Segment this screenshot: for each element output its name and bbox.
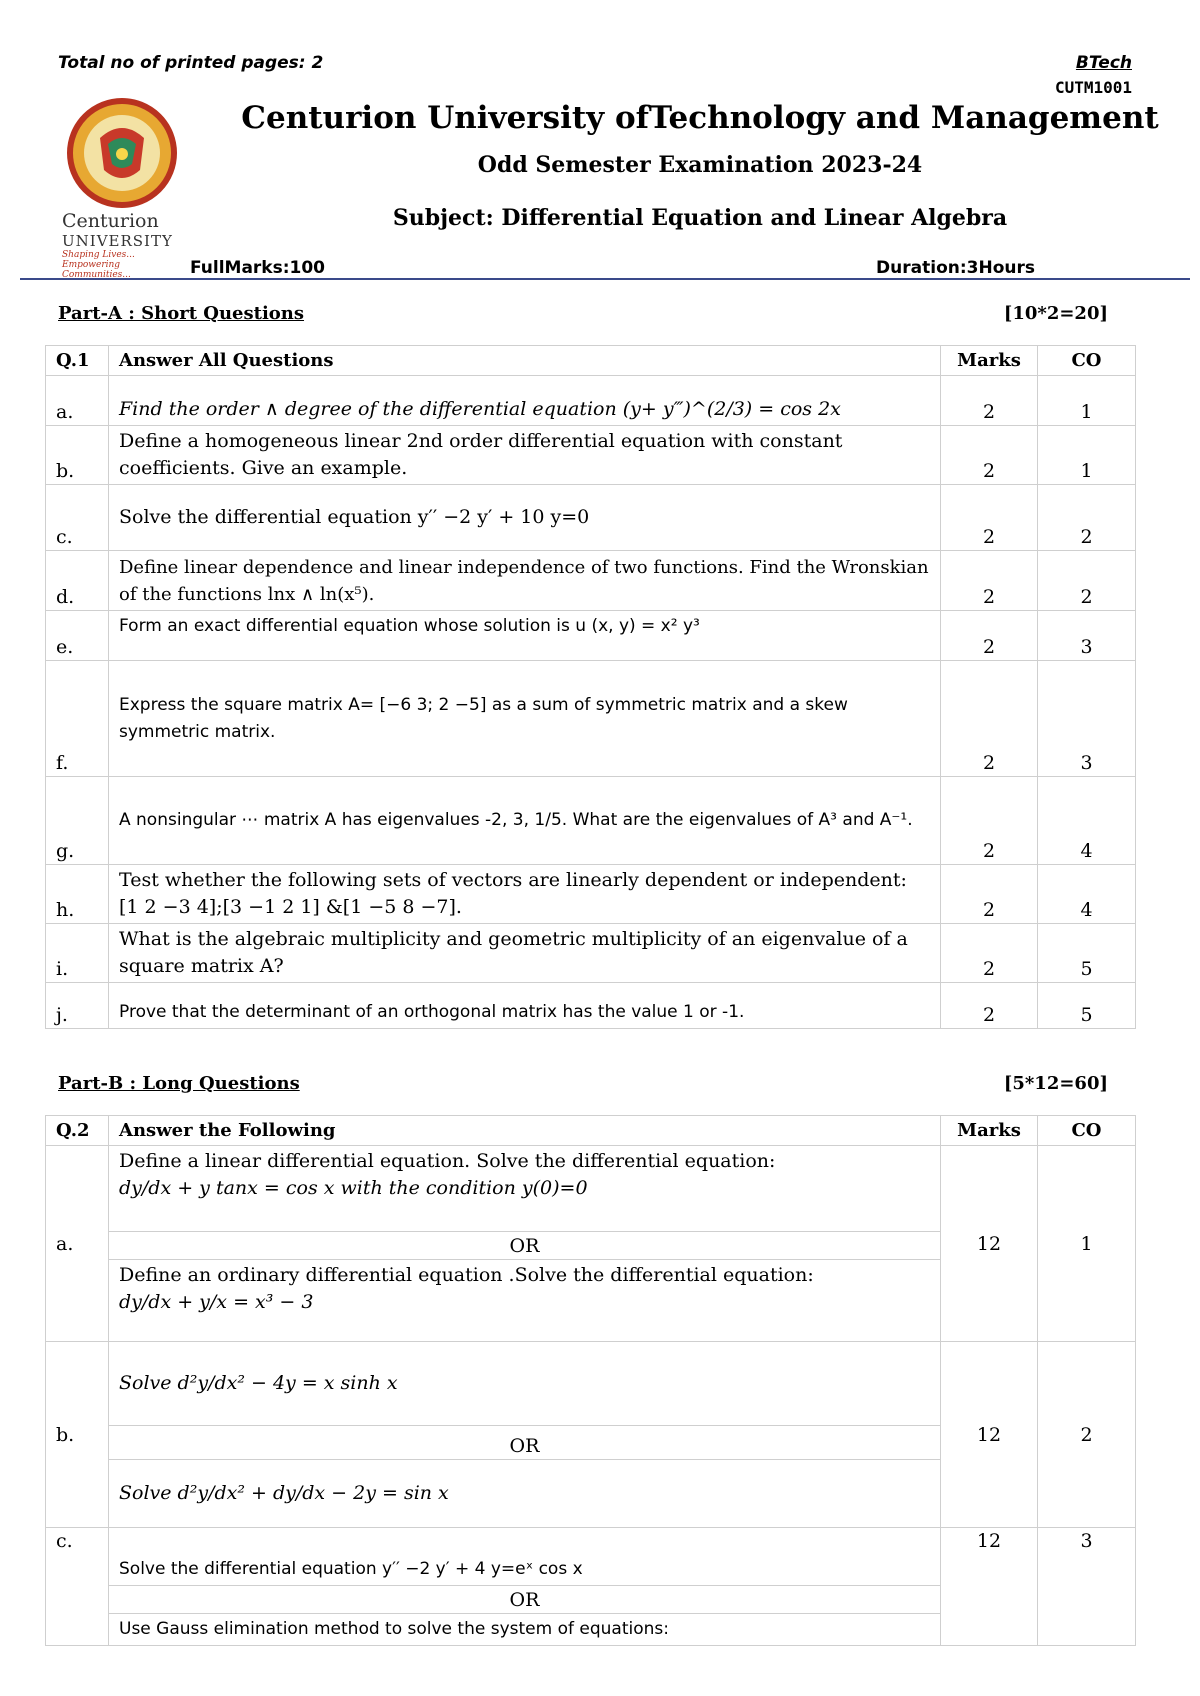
equation: dy/dx + y tanx = cos x with the condition y(0)=0 xyxy=(119,1177,588,1199)
row-marks: 2 xyxy=(941,551,1038,611)
part-a-marks: [10*2=20] xyxy=(1003,303,1108,324)
question-text: Form an exact differential equation whose solution is u (x, y) = x² y³ xyxy=(109,611,941,661)
equation: Solve d²y/dx² − 4y = x sinh x xyxy=(109,1342,941,1426)
row-label: j. xyxy=(46,983,109,1029)
row-marks: 2 xyxy=(941,611,1038,661)
row-co: 1 xyxy=(1038,1146,1136,1342)
table-row xyxy=(46,865,1136,924)
row-label: b. xyxy=(46,426,109,485)
row-marks: 2 xyxy=(941,376,1038,426)
program-label: BTech xyxy=(1075,53,1132,73)
equation: Solve d²y/dx² + dy/dx − 2y = sin x xyxy=(109,1460,941,1528)
row-label: c. xyxy=(46,1528,109,1646)
row-label: f. xyxy=(46,661,109,777)
question-text: Find the order ∧ degree of the differential equation (y+ y‴)^(2/3) = cos 2x xyxy=(109,376,941,426)
col-co: CO xyxy=(1038,346,1136,376)
col-text: Answer All Questions xyxy=(109,346,941,376)
part-b-title: Part-B : Long Questions xyxy=(58,1073,300,1094)
row-label: d. xyxy=(46,551,109,611)
question-text: Test whether the following sets of vectors are linearly dependent or independent: [1 2 −3 4];[3 −1 2 1] &[1 −5 8 −7]. xyxy=(109,865,941,924)
table-row xyxy=(46,983,1136,1029)
table-row xyxy=(46,1528,1136,1586)
row-co: 2 xyxy=(1038,551,1136,611)
or-label: OR xyxy=(109,1426,941,1460)
logo-tagline2: Empowering Communities... xyxy=(62,260,131,280)
row-label: i. xyxy=(46,924,109,983)
logo-line2: UNIVERSITY xyxy=(62,232,173,250)
logo-line1: Centurion xyxy=(62,210,159,232)
header-divider xyxy=(20,278,1190,280)
table-row xyxy=(46,924,1136,983)
question-text: Solve the differential equation y′′ −2 y′ + 10 y=0 xyxy=(109,485,941,551)
part-b-table xyxy=(45,1115,1136,1646)
question-text: Solve the differential equation y′′ −2 y′ + 4 y=eˣ cos x xyxy=(109,1528,941,1586)
question-text: Use Gauss elimination method to solve the system of equations: xyxy=(109,1614,941,1646)
question-line: Define a linear differential equation. Solve the differential equation: xyxy=(119,1150,776,1172)
question-text: Express the square matrix A= [−6 3; 2 −5] as a sum of symmetric matrix and a skew symmetric matrix. xyxy=(109,661,941,777)
course-code: CUTM1001 xyxy=(1054,78,1132,97)
row-co: 3 xyxy=(1038,1528,1136,1646)
question-text xyxy=(109,1260,941,1342)
question-text: Define a homogeneous linear 2nd order differential equation with constant coefficients. Give an example. xyxy=(109,426,941,485)
table-row xyxy=(46,611,1136,661)
subject-title: Subject: Differential Equation and Linear Algebra xyxy=(392,205,1008,231)
row-co: 5 xyxy=(1038,983,1136,1029)
or-label: OR xyxy=(109,1232,941,1260)
part-b-marks: [5*12=60] xyxy=(1003,1073,1108,1094)
row-co: 2 xyxy=(1038,485,1136,551)
table-row xyxy=(46,551,1136,611)
part-a-title: Part-A : Short Questions xyxy=(58,303,305,324)
row-co: 1 xyxy=(1038,426,1136,485)
table-row xyxy=(46,376,1136,426)
row-label: g. xyxy=(46,777,109,865)
row-co: 3 xyxy=(1038,611,1136,661)
row-marks: 12 xyxy=(941,1146,1038,1342)
row-label: a. xyxy=(46,376,109,426)
col-text: Answer the Following xyxy=(109,1116,941,1146)
equation: dy/dx + y/x = x³ − 3 xyxy=(119,1291,314,1313)
question-text: Prove that the determinant of an orthogonal matrix has the value 1 or -1. xyxy=(109,983,941,1029)
row-marks: 2 xyxy=(941,661,1038,777)
row-marks: 2 xyxy=(941,777,1038,865)
col-q: Q.1 xyxy=(46,346,109,376)
row-label: c. xyxy=(46,485,109,551)
row-label: e. xyxy=(46,611,109,661)
row-co: 4 xyxy=(1038,777,1136,865)
row-label: b. xyxy=(46,1342,109,1528)
university-logo xyxy=(62,98,182,280)
row-marks: 2 xyxy=(941,924,1038,983)
col-marks: Marks xyxy=(941,1116,1038,1146)
part-a-table xyxy=(45,345,1136,1029)
table-row xyxy=(46,485,1136,551)
table-row xyxy=(46,661,1136,777)
row-marks: 2 xyxy=(941,983,1038,1029)
question-text: A nonsingular ⋯ matrix A has eigenvalues -2, 3, 1/5. What are the eigenvalues of A³ and A⁻¹. xyxy=(109,777,941,865)
full-marks: FullMarks:100 xyxy=(190,258,326,278)
col-co: CO xyxy=(1038,1116,1136,1146)
row-label: a. xyxy=(46,1146,109,1342)
row-co: 2 xyxy=(1038,1342,1136,1528)
table-row xyxy=(46,777,1136,865)
table-row xyxy=(46,1342,1136,1426)
question-text: What is the algebraic multiplicity and geometric multiplicity of an eigenvalue of a square matrix A? xyxy=(109,924,941,983)
col-marks: Marks xyxy=(941,346,1038,376)
row-co: 1 xyxy=(1038,376,1136,426)
exam-title: Odd Semester Examination 2023-24 xyxy=(477,152,923,178)
row-co: 4 xyxy=(1038,865,1136,924)
duration: Duration:3Hours xyxy=(876,258,1035,278)
logo-tagline1: Shaping Lives... xyxy=(62,250,135,260)
row-marks: 12 xyxy=(941,1342,1038,1528)
table-row xyxy=(46,1146,1136,1232)
question-line: Define an ordinary differential equation .Solve the differential equation: xyxy=(119,1264,814,1286)
row-co: 5 xyxy=(1038,924,1136,983)
question-text xyxy=(109,1146,941,1232)
row-co: 3 xyxy=(1038,661,1136,777)
table-row xyxy=(46,426,1136,485)
total-pages: Total no of printed pages: 2 xyxy=(58,53,324,73)
university-name: Centurion University ofTechnology and Management xyxy=(241,100,1159,136)
row-label: h. xyxy=(46,865,109,924)
or-label: OR xyxy=(109,1586,941,1614)
row-marks: 2 xyxy=(941,485,1038,551)
col-q: Q.2 xyxy=(46,1116,109,1146)
question-text: Define linear dependence and linear independence of two functions. Find the Wronskian of the functions lnx ∧ ln(x⁵). xyxy=(109,551,941,611)
row-marks: 2 xyxy=(941,865,1038,924)
row-marks: 12 xyxy=(941,1528,1038,1646)
row-marks: 2 xyxy=(941,426,1038,485)
